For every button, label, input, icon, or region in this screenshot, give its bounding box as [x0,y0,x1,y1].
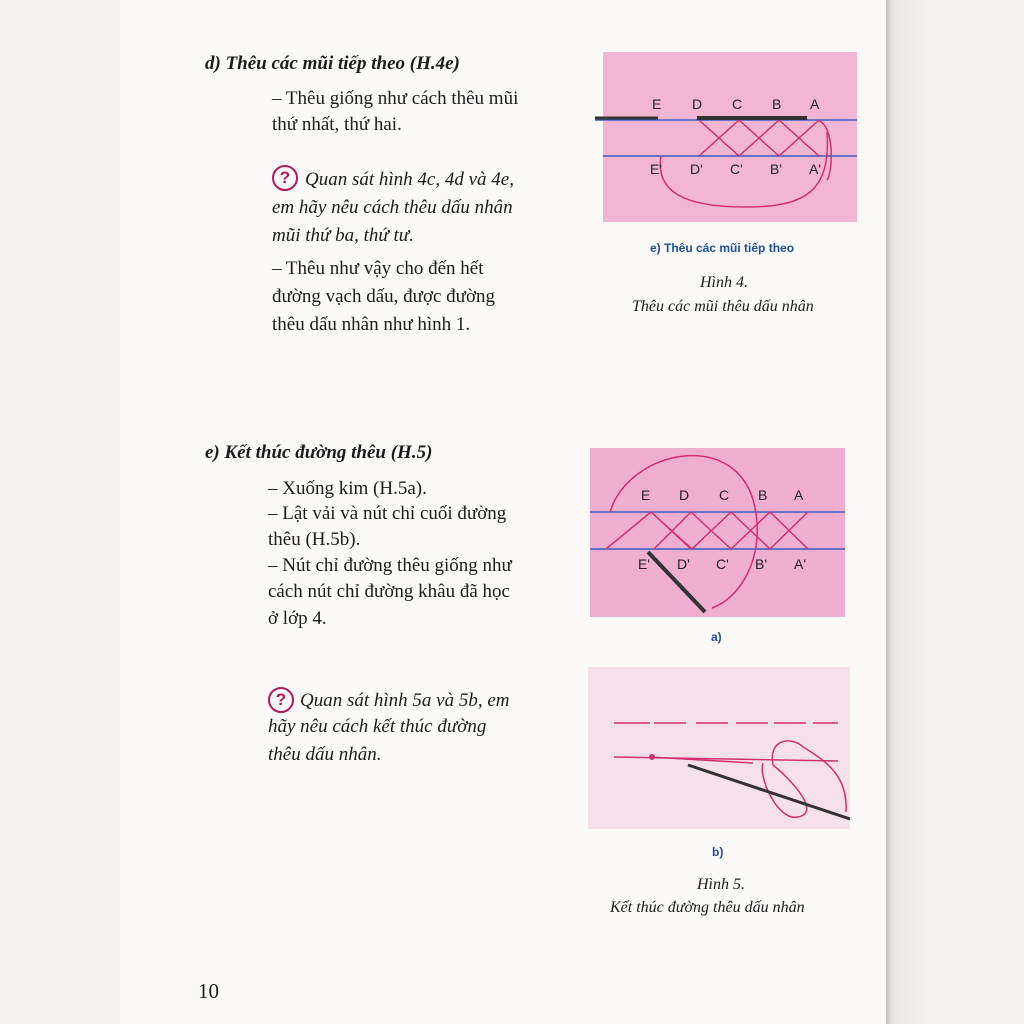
question-line: mũi thứ ba, thứ tư. [272,225,414,246]
point-label: B [758,487,768,503]
point-label: D' [677,556,690,572]
text-line: ở lớp 4. [268,608,327,629]
figure-5b-illustration [588,667,850,829]
text-line: thứ nhất, thứ hai. [272,114,402,135]
question-line: thêu dấu nhân. [268,744,382,765]
figure-4-subcaption: e) Thêu các mũi tiếp theo [650,241,795,255]
point-label: A [794,487,804,503]
figure-4-caption: Thêu các mũi thêu dấu nhân [632,298,814,315]
question-line: hãy nêu cách kết thúc đường [268,716,487,737]
point-label: A' [809,161,822,177]
question-mark-icon: ? [272,165,298,191]
text-line: – Thêu giống như cách thêu mũi [272,88,519,109]
text-line: – Nút chỉ đường thêu giống như [268,555,512,576]
page-number: 10 [198,979,219,1003]
question-line: Quan sát hình 5a và 5b, em [300,690,510,711]
point-label: A [810,96,820,112]
figure-4-title: Hình 4. [700,274,748,291]
point-label: C [719,487,730,503]
text-line: đường vạch dấu, được đường [272,286,496,307]
figure-4-illustration [595,52,860,224]
text-line: cách nút chỉ đường khâu đã học [268,581,510,602]
point-label: B' [755,556,768,572]
page-edge [886,0,1024,1024]
point-label: E [641,487,651,503]
point-label: C' [716,556,729,572]
question-mark-icon: ? [268,687,294,713]
text-line: – Xuống kim (H.5a). [268,478,427,499]
figure-5a-illustration [590,448,846,618]
point-label: B' [770,161,783,177]
point-label: D [692,96,703,112]
question-line: em hãy nêu cách thêu dấu nhân [272,197,513,218]
text-line: – Thêu như vậy cho đến hết [272,258,484,279]
point-label: D [679,487,690,503]
text-line: thêu (H.5b). [268,529,361,550]
point-label: C' [730,161,743,177]
point-label: E' [650,161,663,177]
point-label: E [652,96,662,112]
question-line: Quan sát hình 4c, 4d và 4e, [305,169,514,190]
point-label: C [732,96,743,112]
figure-5-title: Hình 5. [697,876,745,893]
figure-5a-label: a) [711,630,722,644]
point-label: B [772,96,782,112]
section-e-heading: e) Kết thúc đường thêu (H.5) [205,442,433,463]
text-line: – Lật vải và nút chỉ cuối đường [268,503,507,524]
text-line: thêu dấu nhân như hình 1. [272,314,471,335]
figure-5b-label: b) [712,845,724,859]
figure-5-caption: Kết thúc đường thêu dấu nhân [610,899,805,916]
point-label: A' [794,556,807,572]
point-label: D' [690,161,703,177]
section-d-heading: d) Thêu các mũi tiếp theo (H.4e) [205,53,460,74]
point-label: E' [638,556,651,572]
